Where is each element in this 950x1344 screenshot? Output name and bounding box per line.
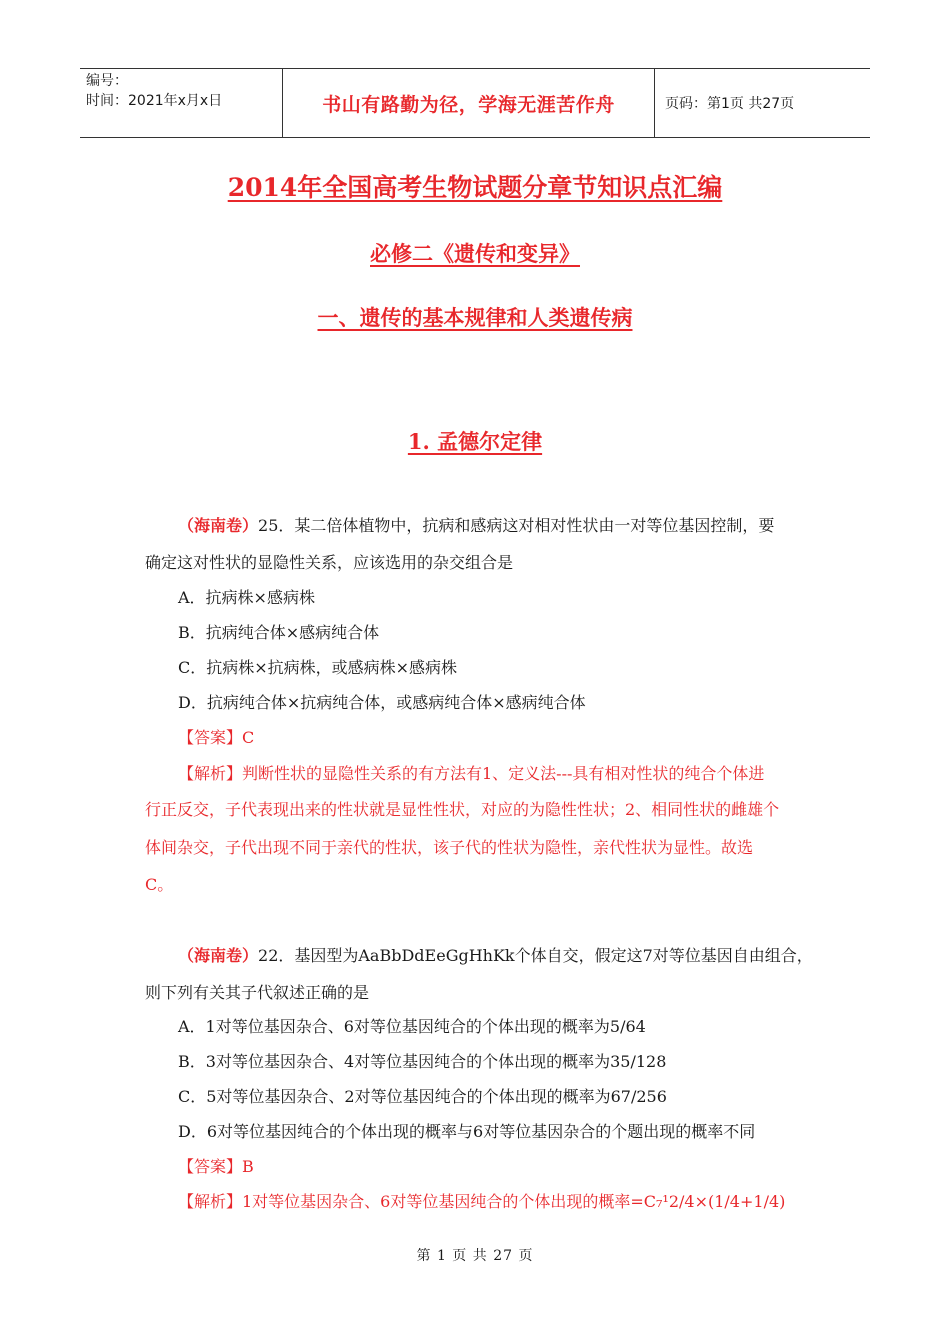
question-1-option-d: D．抗病纯合体×抗病纯合体，或感病纯合体×感病纯合体 xyxy=(178,693,586,712)
document-subtitle-text: 必修二《遗传和变异》 xyxy=(370,241,580,266)
question-2-stem-line-1 xyxy=(178,946,813,966)
question-1-stem-line-2: 确定这对性状的显隐性关系，应该选用的杂交组合是 xyxy=(145,553,514,572)
question-1-analysis-line-2: 行正反交，子代表现出来的性状就是显性性状，对应的为隐性性状；2、相同性状的雌雄个 xyxy=(145,800,780,819)
page-header xyxy=(80,68,870,138)
question-2-stem-text-1: 22．基因型为AaBbDdEeGgHhKk个体自交，假定这7对等位基因自由组合， xyxy=(258,946,813,965)
header-motto: 书山有路勤为径，学海无涯苦作舟 xyxy=(282,69,655,137)
subsection-heading xyxy=(0,426,950,456)
question-1-option-a: A．抗病株×感病株 xyxy=(178,588,315,607)
subsection-heading-text: 1. 孟德尔定律 xyxy=(407,429,543,454)
question-2-option-c: C．5对等位基因杂合、2对等位基因纯合的个体出现的概率为67/256 xyxy=(178,1087,667,1106)
question-1-source: （海南卷） xyxy=(178,516,259,535)
question-2-analysis-line-1: 【解析】1对等位基因杂合、6对等位基因纯合的个体出现的概率=C₇¹2/4×(1/4+1/4) xyxy=(178,1192,786,1211)
header-page-label: 页码：第1页 共27页 xyxy=(665,96,795,112)
document-number-label: 编号： xyxy=(86,73,128,89)
question-1-option-b: B．抗病纯合体×感病纯合体 xyxy=(178,623,380,642)
question-2-option-d: D．6对等位基因纯合的个体出现的概率与6对等位基因杂合的个题出现的概率不同 xyxy=(178,1122,756,1141)
question-2-option-a: A．1对等位基因杂合、6对等位基因纯合的个体出现的概率为5/64 xyxy=(178,1017,646,1036)
question-2-answer: 【答案】B xyxy=(178,1157,254,1176)
document-title xyxy=(0,168,950,204)
question-1-stem-line-1 xyxy=(178,516,774,536)
header-left-cell xyxy=(80,69,282,137)
question-1-analysis-line-3: 体间杂交，子代出现不同于亲代的性状，该子代的性状为隐性，亲代性状为显性。故选 xyxy=(145,838,754,857)
question-1-analysis-line-4: C。 xyxy=(145,875,174,894)
question-2-source: （海南卷） xyxy=(178,946,259,965)
question-1-answer: 【答案】C xyxy=(178,728,255,747)
page-footer: 第 1 页 共 27 页 xyxy=(416,1248,534,1264)
question-1-analysis-line-1: 【解析】判断性状的显隐性关系的有方法有1、定义法---具有相对性状的纯合个体进 xyxy=(178,764,765,783)
document-title-text: 2014年全国高考生物试题分章节知识点汇编 xyxy=(227,173,723,202)
question-1-stem-text-1: 25．某二倍体植物中，抗病和感病这对相对性状由一对等位基因控制，要 xyxy=(258,516,775,535)
question-1-option-c: C．抗病株×抗病株，或感病株×感病株 xyxy=(178,658,458,677)
document-date-label: 时间：2021年x月x日 xyxy=(86,93,223,109)
question-2-stem-line-2: 则下列有关其子代叙述正确的是 xyxy=(145,983,370,1002)
section-heading xyxy=(0,302,950,332)
question-2-option-b: B．3对等位基因杂合、4对等位基因纯合的个体出现的概率为35/128 xyxy=(178,1052,667,1071)
document-subtitle xyxy=(0,238,950,268)
section-heading-text: 一、遗传的基本规律和人类遗传病 xyxy=(317,305,633,330)
